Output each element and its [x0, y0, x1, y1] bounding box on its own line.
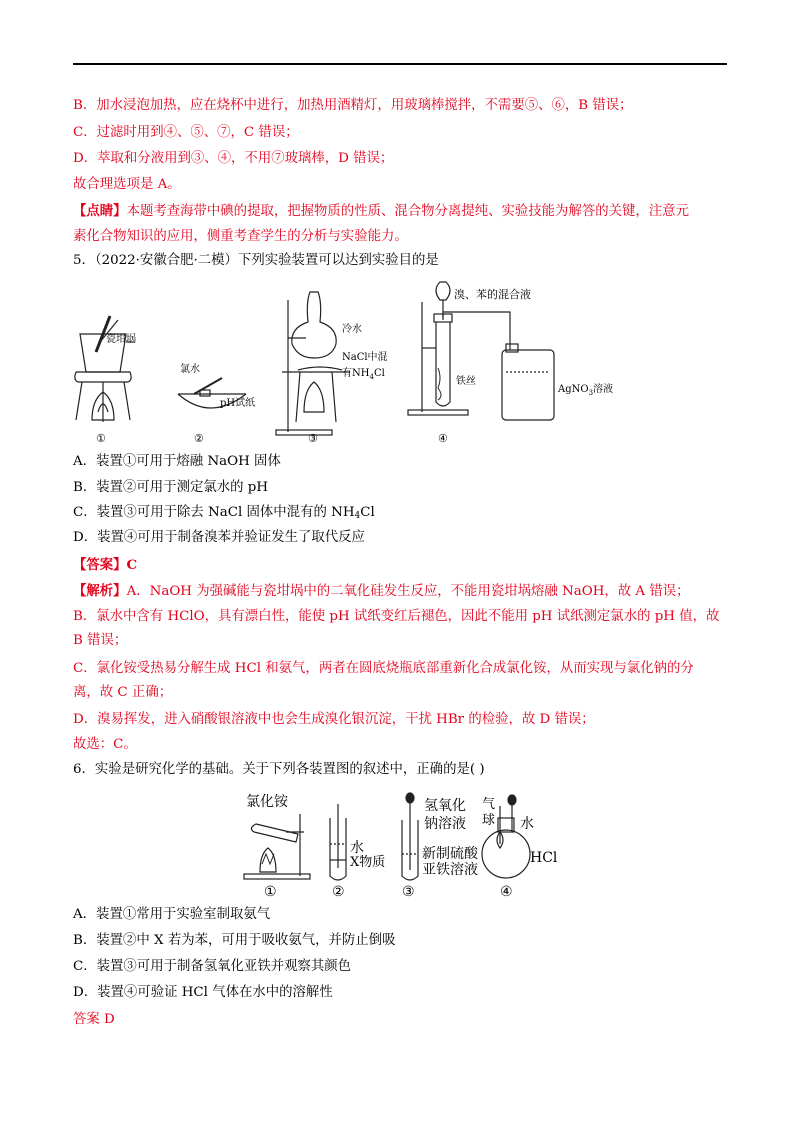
- note-line-2: 素化合物知识的应用，侧重考查学生的分析与实验能力。: [73, 229, 408, 244]
- heating-tube-apparatus: [244, 814, 310, 879]
- q5-fig-num-2: ②: [194, 432, 204, 445]
- note-text-1: 本题考查海带中碘的提取，把握物质的性质、混合物分离提纯、实验技能为解答的关键，注意元: [126, 204, 689, 219]
- q5-apparatus-figure: [70, 272, 670, 448]
- solution-conclusion: 故合理选项是 A。: [73, 177, 181, 192]
- crucible-apparatus: [75, 316, 134, 422]
- note-line-1: [73, 202, 689, 221]
- bromine-benzene-label: 溴、苯的混合液: [454, 288, 531, 301]
- absorption-tube-apparatus: [330, 804, 346, 880]
- q5-fig-num-3: ③: [308, 432, 318, 445]
- naoh-label-2: 钠溶液: [424, 816, 466, 832]
- q5-option-b: B．装置②可用于测定氯水的 pH: [73, 480, 269, 495]
- cold-water-label: 冷水: [342, 324, 362, 335]
- solution-option-d: D．萃取和分液用到③、④，不用⑦玻璃棒，D 错误；: [73, 151, 394, 166]
- nh4cl-label: 氯化铵: [246, 794, 288, 810]
- q6-stem: 6．实验是研究化学的基础。关于下列各装置图的叙述中，正确的是( ): [73, 762, 485, 777]
- q6-fig-num-2: ②: [332, 884, 345, 900]
- agno3-label: AgNO$_3$溶液: [558, 384, 614, 397]
- q6-answer: 答案 D: [73, 1012, 115, 1027]
- note-tag: 【点睛】: [73, 203, 127, 219]
- chlorine-water-label: 氯水: [180, 364, 200, 375]
- q6-water-label: 水: [350, 840, 364, 856]
- balloon-label-1: 气: [482, 797, 496, 812]
- ph-paper-label: pH试纸: [220, 398, 256, 409]
- solution-option-c: C．过滤时用到④、⑤、⑦，C 错误；: [73, 125, 299, 140]
- q5-analysis-c2: 离，故 C 正确；: [73, 685, 173, 700]
- q5-option-a: A．装置①可用于熔融 NaOH 固体: [73, 454, 281, 469]
- feso4-label-1: 新制硫酸: [422, 846, 478, 862]
- q6-fig-num-1: ①: [264, 884, 277, 900]
- header-rule: [73, 63, 727, 65]
- q5-fig-num-1: ①: [96, 432, 106, 445]
- hcl-label: HCl: [530, 850, 558, 866]
- q6-option-b: B．装置②中 X 若为苯，可用于吸收氨气，并防止倒吸: [73, 933, 396, 948]
- nacl-label-2: 有$NH_4Cl$: [342, 368, 385, 381]
- q5-fig-num-4: ④: [438, 432, 448, 445]
- balloon-label-2: 球: [482, 813, 496, 828]
- naoh-label-1: 氢氧化: [424, 798, 466, 814]
- ferrous-hydroxide-apparatus: [402, 793, 418, 880]
- q5-analysis-d: D．溴易挥发，进入硝酸银溶液中也会生成溴化银沉淀，干扰 HBr 的检验，故 D 错误；: [73, 712, 595, 727]
- q6-water2-label: 水: [520, 816, 534, 832]
- x-substance-label: X物质: [350, 855, 386, 870]
- q5-stem: 5．（2022·安徽合肥·二模）下列实验装置可以达到实验目的是: [73, 253, 439, 268]
- q5-option-d: D．装置④可用于制备溴苯并验证发生了取代反应: [73, 530, 365, 545]
- q6-option-c: C．装置③可用于制备氢氧化亚铁并观察其颜色: [73, 959, 352, 974]
- q6-fig-num-4: ④: [500, 884, 513, 900]
- bromobenzene-apparatus: [408, 282, 554, 420]
- q5-analysis-a: 【解析】A．NaOH 为强碱能与瓷坩埚中的二氧化硅发生反应，不能用瓷坩埚熔融 NaOH，故 A 错误；: [73, 583, 690, 599]
- q6-option-d: D．装置④可验证 HCl 气体在水中的溶解性: [73, 985, 333, 1000]
- q6-option-a: A．装置①常用于实验室制取氨气: [73, 907, 271, 922]
- iron-wire-label: 铁丝: [456, 376, 476, 387]
- q5-option-c: C．装置③可用于除去 NaCl 固体中混有的 $NH_4Cl$: [73, 505, 375, 521]
- crucible-label: 瓷坩埚: [106, 334, 136, 345]
- q6-fig-num-3: ③: [402, 884, 415, 900]
- q6-apparatus-figure: [238, 784, 568, 902]
- nacl-label-1: NaCl中混: [342, 352, 388, 363]
- q5-analysis-b2: B 错误；: [73, 633, 128, 648]
- q5-analysis-b1: B．氯水中含有 HClO，具有漂白性，能使 pH 试纸变红后褪色，因此不能用 pH 试纸测定氯水的 pH 值，故: [73, 609, 720, 624]
- q5-analysis-c1: C．氯化铵受热易分解生成 HCl 和氨气，两者在圆底烧瓶底部重新化合成氯化铵，从而实现与氯化钠的分: [73, 661, 694, 676]
- sublimation-apparatus: [276, 292, 350, 435]
- solution-option-b: B．加水浸泡加热，应在烧杯中进行，加热用酒精灯，用玻璃棒搅拌，不需要⑤、⑥，B 错误；: [73, 98, 633, 113]
- q5-analysis-conclusion: 故选：C。: [73, 737, 137, 752]
- q5-answer: 【答案】C: [73, 557, 138, 573]
- feso4-label-2: 亚铁溶液: [422, 862, 478, 878]
